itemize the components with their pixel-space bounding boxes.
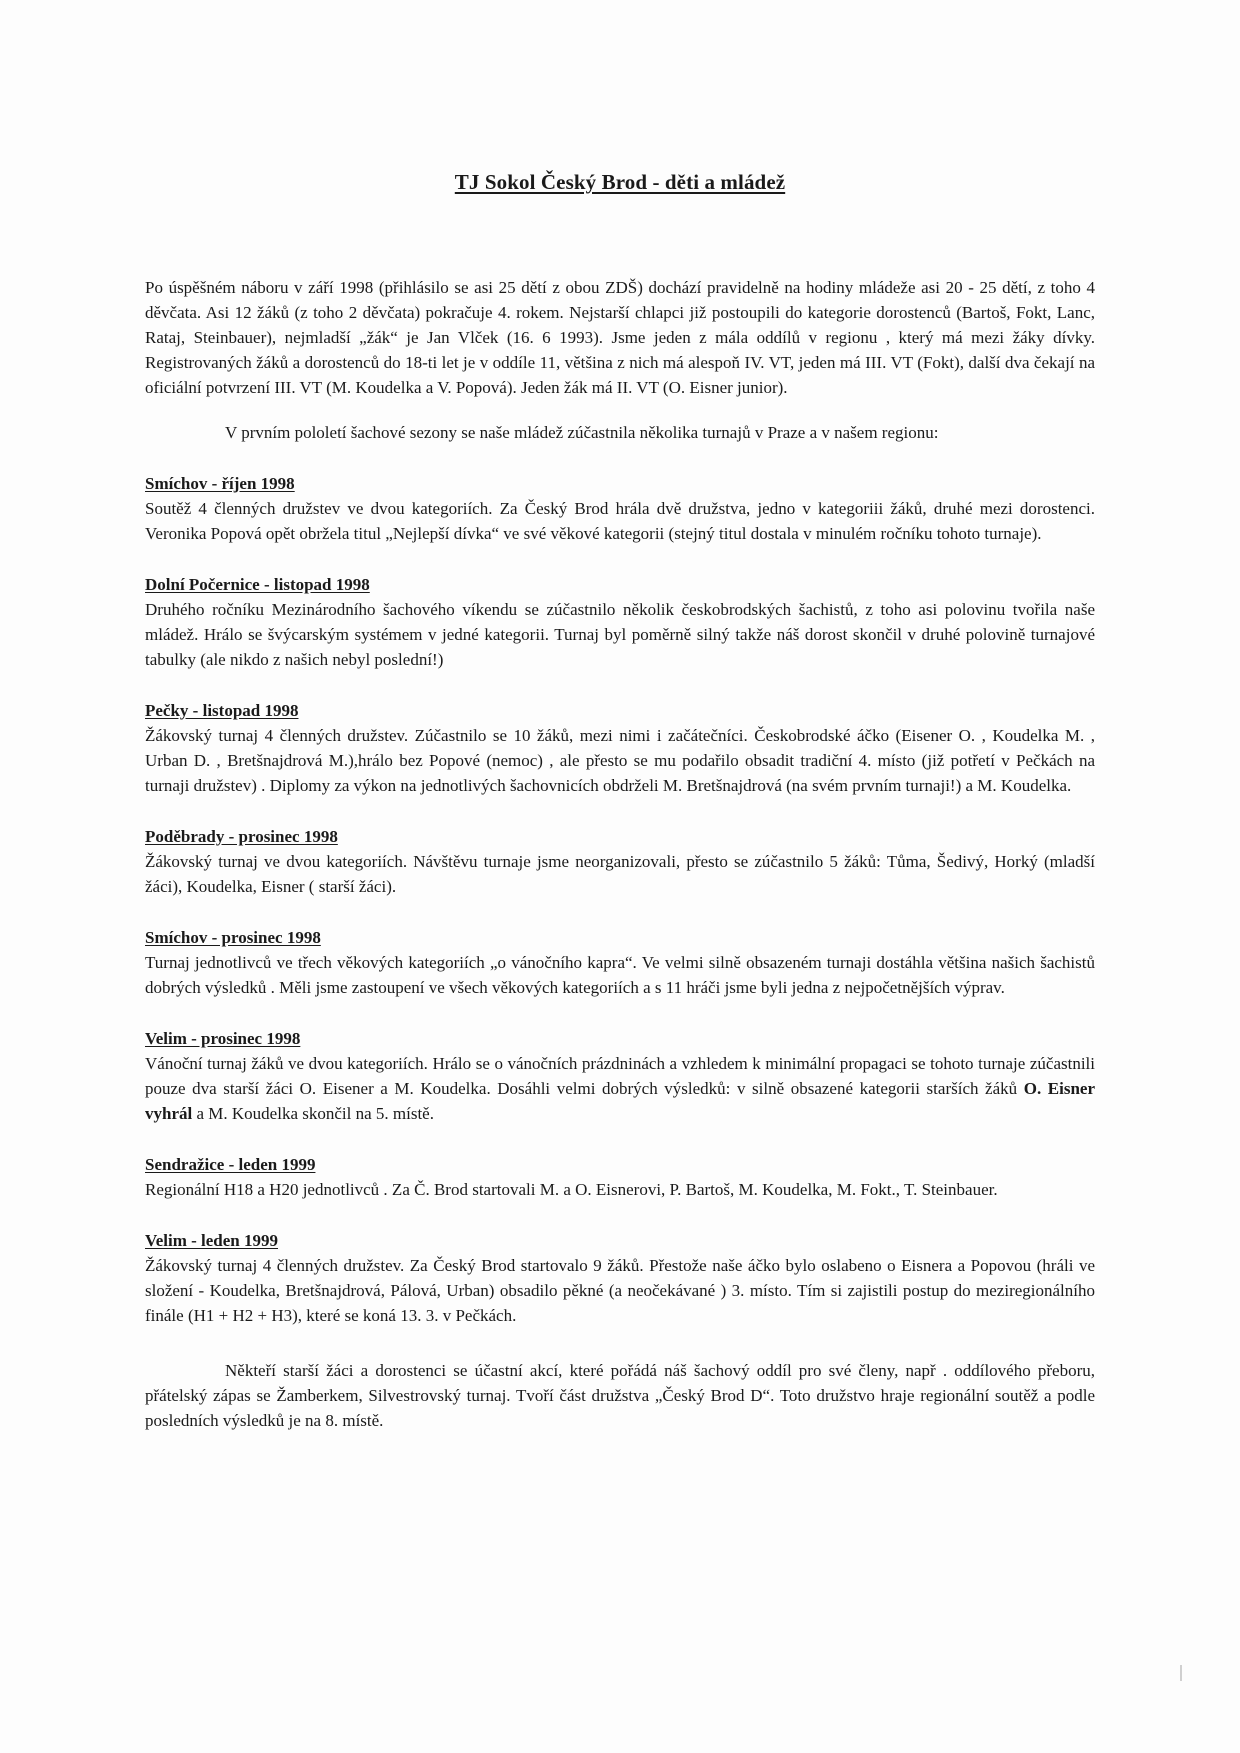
section-velim-leden	[145, 1228, 1095, 1328]
section-body	[145, 1051, 1095, 1126]
closing-paragraph: Někteří starší žáci a dorostenci se účastní akcí, které pořádá náš šachový oddíl pro své členy, např . oddílového přeboru, přátelský zápas se Žamberkem, Silvestrovský turnaj. Tvoří část družstva „Český Brod D“. Toto družstvo hraje regionální soutěž a podle posledních výsledků je na 8. místě.	[145, 1361, 1095, 1430]
section-velim-prosinec	[145, 1026, 1095, 1126]
section-sendrazice	[145, 1152, 1095, 1202]
section-dolni-pocernice	[145, 572, 1095, 672]
section-smichov-rijen	[145, 471, 1095, 546]
section-pecky	[145, 698, 1095, 798]
section-heading: Poděbrady - prosinec 1998	[145, 827, 338, 846]
scan-mark	[1180, 1665, 1182, 1681]
section-body: Žákovský turnaj 4 členných družstev. Za Český Brod startovalo 9 žáků. Přestože naše áčko bylo oslabeno o Eisnera a Popovou (hráli ve složení - Koudelka, Bretšnajdrová, Pálová, Urban) obsadilo pěkné (a neočekávané ) 3. místo. Tím si zajistili postup do meziregionálního finále (H1 + H2 + H3), které se koná 13. 3. v Pečkách.	[145, 1256, 1095, 1325]
section-smichov-prosinec	[145, 925, 1095, 1000]
section-heading: Pečky - listopad 1998	[145, 701, 299, 720]
section-heading: Velim - leden 1999	[145, 1231, 279, 1250]
section-heading: Sendražice - leden 1999	[145, 1155, 316, 1174]
section-body: Druhého ročníku Mezinárodního šachového víkendu se zúčastnilo několik českobrodských šachistů, z toho asi polovinu tvořila naše mládež. Hrálo se švýcarským systémem v jedné kategorii. Turnaj byl poměrně silný takže náš dorost skončil v druhé polovině turnajové tabulky (ale nikdo z našich nebyl poslední!)	[145, 600, 1095, 669]
section-body: Žákovský turnaj ve dvou kategoriích. Návštěvu turnaje jsme neorganizovali, přesto se zúčastnilo 5 žáků: Tůma, Šedivý, Horký (mladší žáci), Koudelka, Eisner ( starší žáci).	[145, 852, 1095, 896]
section-heading: Smíchov - prosinec 1998	[145, 928, 321, 947]
section-body: Žákovský turnaj 4 členných družstev. Zúčastnilo se 10 žáků, mezi nimi i začátečníci. Českobrodské áčko (Eisener O. , Koudelka M. , Urban D. , Bretšnajdrová M.),hrálo bez Popové (nemoc) , ale přesto se mu podařilo obsadit tradiční 4. místo (již potřetí v Pečkách na turnaji družstev) . Diplomy za výkon na jednotlivých šachovnicích obdrželi M. Bretšnajdrová (na svém prvním turnaji!) a M. Koudelka.	[145, 726, 1095, 795]
section-body-text: a M. Koudelka skončil na 5. místě.	[192, 1104, 434, 1123]
section-podebrady	[145, 824, 1095, 899]
lead-paragraph: V prvním pololetí šachové sezony se naše mládež zúčastnila několika turnajů v Praze a v našem regionu:	[225, 423, 939, 442]
section-body-text: Vánoční turnaj žáků ve dvou kategoriích. Hrálo se o vánočních prázdninách a vzhledem k minimální propagaci se tohoto turnaje zúčastnili pouze dva starší žáci O. Eisener a M. Koudelka. Dosáhli velmi dobrých výsledků: v silně obsazené kategorii starších žáků	[145, 1054, 1095, 1098]
document-body	[145, 275, 1095, 1433]
section-heading: Smíchov - říjen 1998	[145, 474, 295, 493]
intro-paragraph: Po úspěšném náboru v září 1998 (přihlásilo se asi 25 dětí z obou ZDŠ) dochází pravidelně na hodiny mládeže asi 20 - 25 dětí, z toho 4 děvčata. Asi 12 žáků (z toho 2 děvčata) pokračuje 4. rokem. Nejstarší chlapci již postoupili do kategorie dorostenců (Bartoš, Fokt, Lanc, Rataj, Steinbauer), nejmladší „žák“ je Jan Vlček (16. 6 1993). Jsme jeden z mála oddílů v regionu , který má mezi žáky dívky. Registrovaných žáků a dorostenců do 18-ti let je v oddíle 11, většina z nich má alespoň IV. VT, jeden má III. VT (Fokt), další dva čekají na oficiální potvrzení III. VT (M. Koudelka a V. Popová). Jeden žák má II. VT (O. Eisner junior).	[145, 278, 1095, 397]
section-body: Turnaj jednotlivců ve třech věkových kategoriích „o vánočního kapra“. Ve velmi silně obsazeném turnaji dostáhla většina našich šachistů dobrých výsledků . Měli jsme zastoupení ve všech věkových kategoriích a s 11 hráči jsme byli jedna z nejpočetnějších výprav.	[145, 953, 1095, 997]
document-title: TJ Sokol Český Brod - děti a mládež	[454, 170, 786, 194]
section-heading: Velim - prosinec 1998	[145, 1029, 301, 1048]
section-body: Regionální H18 a H20 jednotlivců . Za Č. Brod startovali M. a O. Eisnerovi, P. Bartoš, M. Koudelka, M. Fokt., T. Steinbauer.	[145, 1180, 998, 1199]
section-body-highlight: O. Eisner vyhrál	[145, 1079, 1095, 1123]
section-body: Soutěž 4 členných družstev ve dvou kategoriích. Za Český Brod hrála dvě družstva, jedno v kategoriii žáků, druhé mezi dorostenci. Veronika Popová opět obržela titul „Nejlepší dívka“ ve své věkové kategorii (stejný titul dostala v minulém ročníku tohoto turnaje).	[145, 499, 1095, 543]
section-heading: Dolní Počernice - listopad 1998	[145, 575, 370, 594]
